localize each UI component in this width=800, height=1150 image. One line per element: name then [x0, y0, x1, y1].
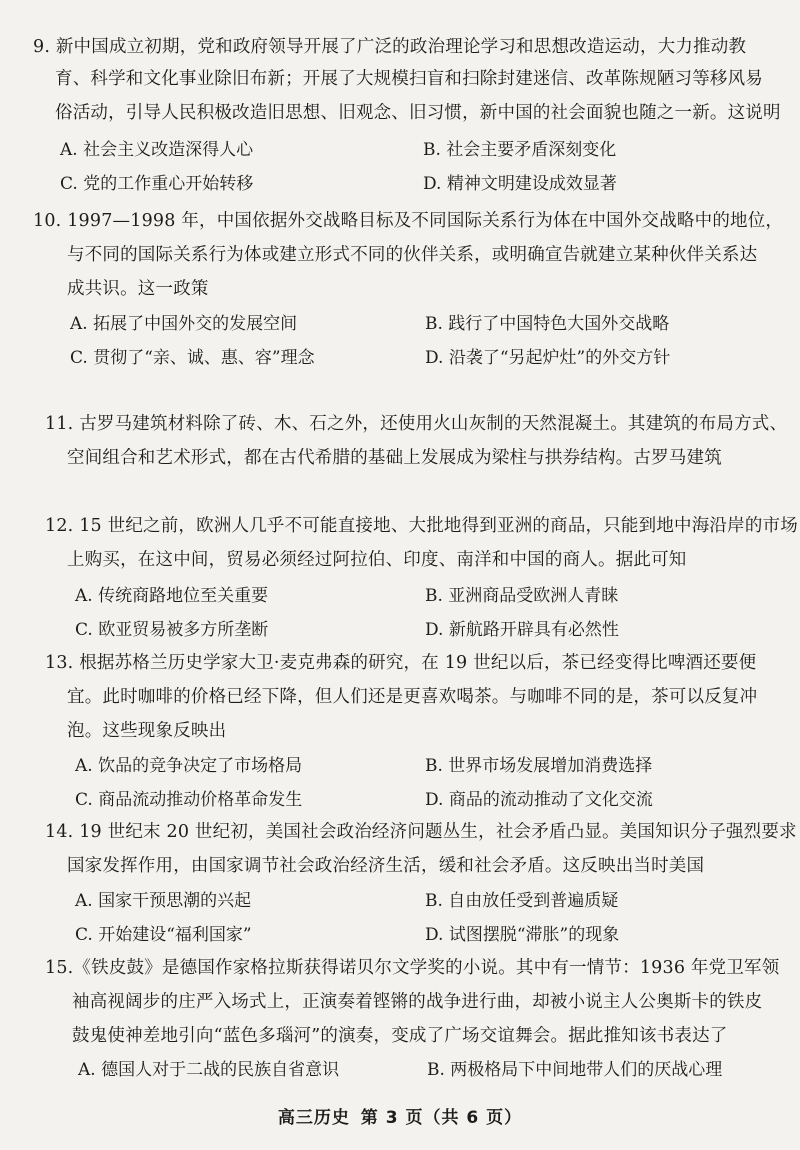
- question-9-option-a: A. 社会主义改造深得人心: [60, 140, 254, 160]
- question-14-option-a: A. 国家干预思潮的兴起: [75, 891, 252, 911]
- question-10-stem-line-1: 10. 1997—1998 年，中国依据外交战略目标及不同国际关系行为体在中国外交战略中的地位，: [33, 211, 784, 231]
- question-9-option-d: D. 精神文明建设成效显著: [423, 174, 617, 194]
- question-9-stem-line-1: 9. 新中国成立初期，党和政府领导开展了广泛的政治理论学习和思想改造运动，大力推动教: [33, 37, 747, 57]
- question-12-option-a: A. 传统商路地位至关重要: [75, 586, 269, 606]
- question-12-option-c: C. 欧亚贸易被多方所垄断: [75, 620, 269, 640]
- footer-page-number: 第 3 页（共 6 页）: [360, 1108, 523, 1128]
- question-15-option-b: B. 两极格局下中间地带人们的厌战心理: [427, 1060, 723, 1080]
- question-10-option-c: C. 贯彻了“亲、诚、惠、容”理念: [70, 348, 315, 368]
- question-10-option-b: B. 践行了中国特色大国外交战略: [425, 314, 670, 334]
- question-14-stem-line-1: 14. 19 世纪末 20 世纪初，美国社会政治经济问题丛生，社会矛盾凸显。美国知识分子强烈要求: [45, 822, 797, 842]
- question-13-option-c: C. 商品流动推动价格革命发生: [75, 790, 303, 810]
- question-9-stem-line-2: 育、科学和文化事业除旧布新；开展了大规模扫盲和扫除封建迷信、改革陈规陋习等移风易: [55, 69, 763, 89]
- question-9-option-b: B. 社会主要矛盾深刻变化: [423, 140, 617, 160]
- question-12-stem-line-1: 12. 15 世纪之前，欧洲人几乎不可能直接地、大批地得到亚洲的商品，只能到地中海沿岸的市场: [45, 516, 798, 536]
- question-13-stem-line-3: 泡。这些现象反映出: [67, 721, 227, 741]
- question-15-stem-line-3: 鼓鬼使神差地引向“蓝色多瑙河”的演奏，变成了广场交谊舞会。据此推知该书表达了: [72, 1026, 728, 1046]
- page-footer: [0, 1103, 800, 1128]
- question-14-stem-line-2: 国家发挥作用，由国家调节社会政治经济生活，缓和社会矛盾。这反映出当时美国: [67, 856, 705, 876]
- question-11-stem-line-2: 空间组合和艺术形式，都在古代希腊的基础上发展成为梁柱与拱券结构。古罗马建筑: [67, 448, 722, 468]
- question-12-option-d: D. 新航路开辟具有必然性: [425, 620, 619, 640]
- question-13-option-a: A. 饮品的竞争决定了市场格局: [75, 756, 303, 776]
- question-13-option-b: B. 世界市场发展增加消费选择: [425, 756, 653, 776]
- question-9-option-c: C. 党的工作重心开始转移: [60, 174, 254, 194]
- question-13-stem-line-1: 13. 根据苏格兰历史学家大卫·麦克弗森的研究，在 19 世纪以后，茶已经变得比啤酒还要便: [45, 653, 757, 673]
- question-13-stem-line-2: 宜。此时咖啡的价格已经下降，但人们还是更喜欢喝茶。与咖啡不同的是，茶可以反复冲: [67, 687, 758, 707]
- question-10-stem-line-2: 与不同的国际关系行为体或建立形式不同的伙伴关系，或明确宣告就建立某种伙伴关系达: [67, 245, 758, 265]
- question-10-stem-line-3: 成共识。这一政策: [67, 279, 209, 299]
- question-11-stem-line-1: 11. 古罗马建筑材料除了砖、木、石之外，还使用火山灰制的天然混凝土。其建筑的布局方式、: [45, 414, 788, 434]
- question-12-option-b: B. 亚洲商品受欧洲人青睐: [425, 586, 619, 606]
- question-14-option-d: D. 试图摆脱“滞胀”的现象: [425, 925, 620, 945]
- question-14-option-b: B. 自由放任受到普遍质疑: [425, 891, 619, 911]
- question-10-option-d: D. 沿袭了“另起炉灶”的外交方针: [425, 348, 671, 368]
- question-14-option-c: C. 开始建设“福利国家”: [75, 925, 252, 945]
- question-15-option-a: A. 德国人对于二战的民族自省意识: [78, 1060, 340, 1080]
- question-10-option-a: A. 拓展了中国外交的发展空间: [70, 314, 298, 334]
- question-15-stem-line-2: 袖高视阔步的庄严入场式上，正演奏着铿锵的战争进行曲，却被小说主人公奥斯卡的铁皮: [72, 992, 763, 1012]
- question-12-stem-line-2: 上购买，在这中间，贸易必须经过阿拉伯、印度、南洋和中国的商人。据此可知: [67, 550, 687, 570]
- footer-subject: 高三历史: [277, 1108, 350, 1128]
- question-9-stem-line-3: 俗活动，引导人民积极改造旧思想、旧观念、旧习惯，新中国的社会面貌也随之一新。这说明: [55, 103, 781, 123]
- question-13-option-d: D. 商品的流动推动了文化交流: [425, 790, 653, 810]
- question-15-stem-line-1: 15.《铁皮鼓》是德国作家格拉斯获得诺贝尔文学奖的小说。其中有一情节：1936 年党卫军领: [45, 958, 780, 978]
